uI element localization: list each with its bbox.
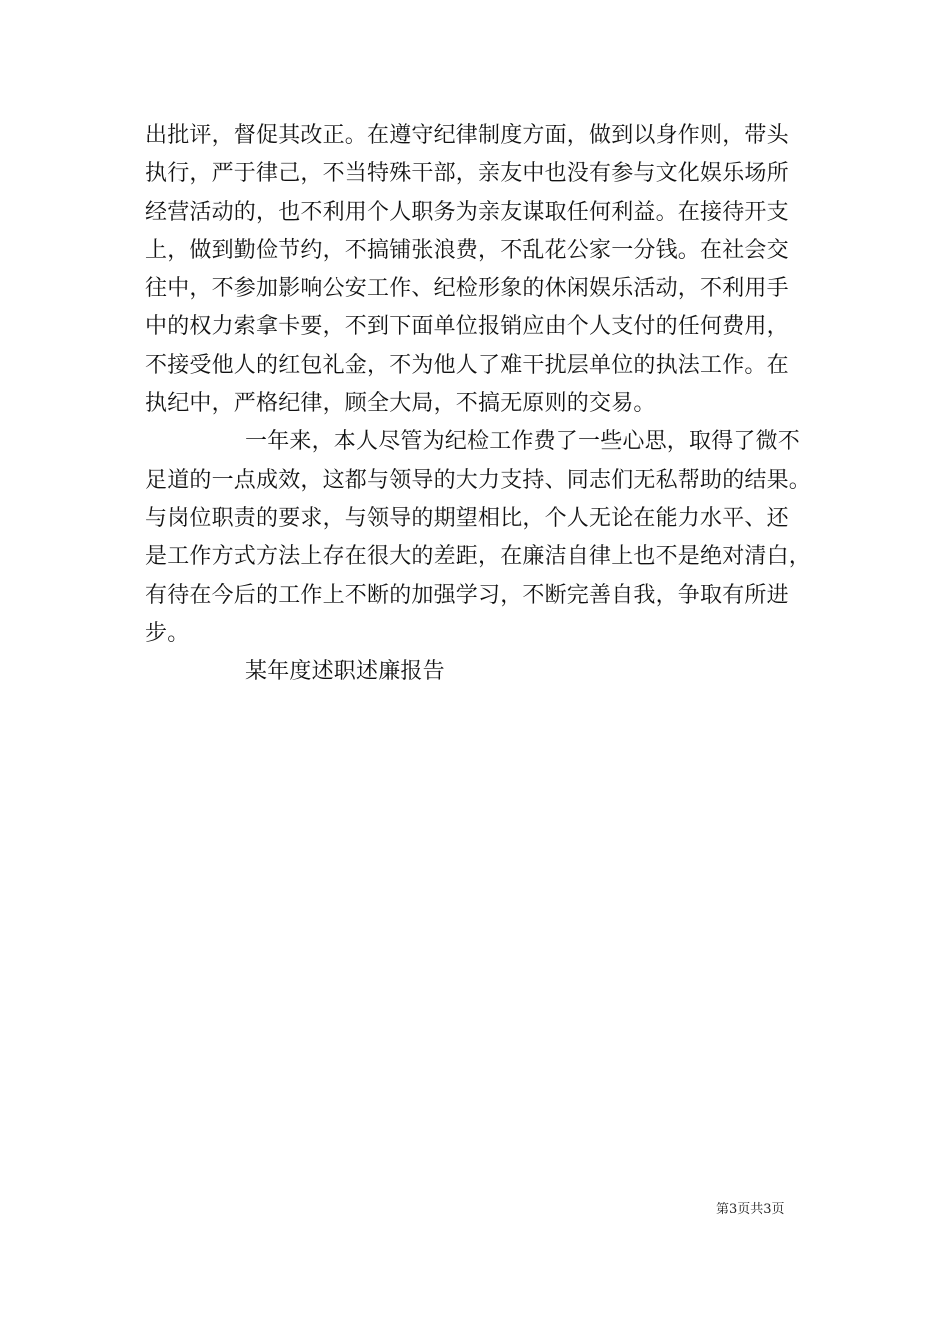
text-line: 不接受他人的红包礼金，不为他人了难干扰层单位的执法工作。在 [145, 352, 789, 378]
text-line: 执行，严于律己，不当特殊干部，亲友中也没有参与文化娱乐场所 [145, 161, 789, 187]
text-line: 步。 [145, 620, 190, 646]
text-line: 经营活动的，也不利用个人职务为亲友谋取任何利益。在接待开支 [145, 199, 789, 225]
text-line: 有待在今后的工作上不断的加强学习，不断完善自我，争取有所进 [145, 582, 789, 608]
text-line: 出批评，督促其改正。在遵守纪律制度方面，做到以身作则，带头 [145, 123, 789, 148]
text-line: 中的权力索拿卡要，不到下面单位报销应由个人支付的任何费用， [145, 314, 789, 340]
text-line: 足道的一点成效，这都与领导的大力支持、同志们无私帮助的结果。 [145, 467, 812, 493]
text-line: 执纪中，严格纪律，顾全大局，不搞无原则的交易。 [145, 391, 656, 417]
text-line: 往中，不参加影响公安工作、纪检形象的休闲娱乐活动，不利用手 [145, 276, 789, 302]
text-line: 一年来，本人尽管为纪检工作费了一些心思，取得了微不 [245, 429, 801, 455]
paragraph-discipline [145, 117, 825, 423]
document-body [145, 117, 825, 691]
text-line: 与岗位职责的要求，与领导的期望相比，个人无论在能力水平、还 [145, 505, 789, 531]
text-line: 上，做到勤俭节约，不搞铺张浪费，不乱花公家一分钱。在社会交 [145, 237, 789, 263]
paragraph-summary [145, 423, 825, 653]
text-line: 是工作方式方法上存在很大的差距，在廉洁自律上也不是绝对清白， [145, 544, 812, 570]
page-number: 第3页共3页 [716, 1202, 785, 1217]
closing-title: 某年度述职述廉报告 [245, 659, 445, 685]
